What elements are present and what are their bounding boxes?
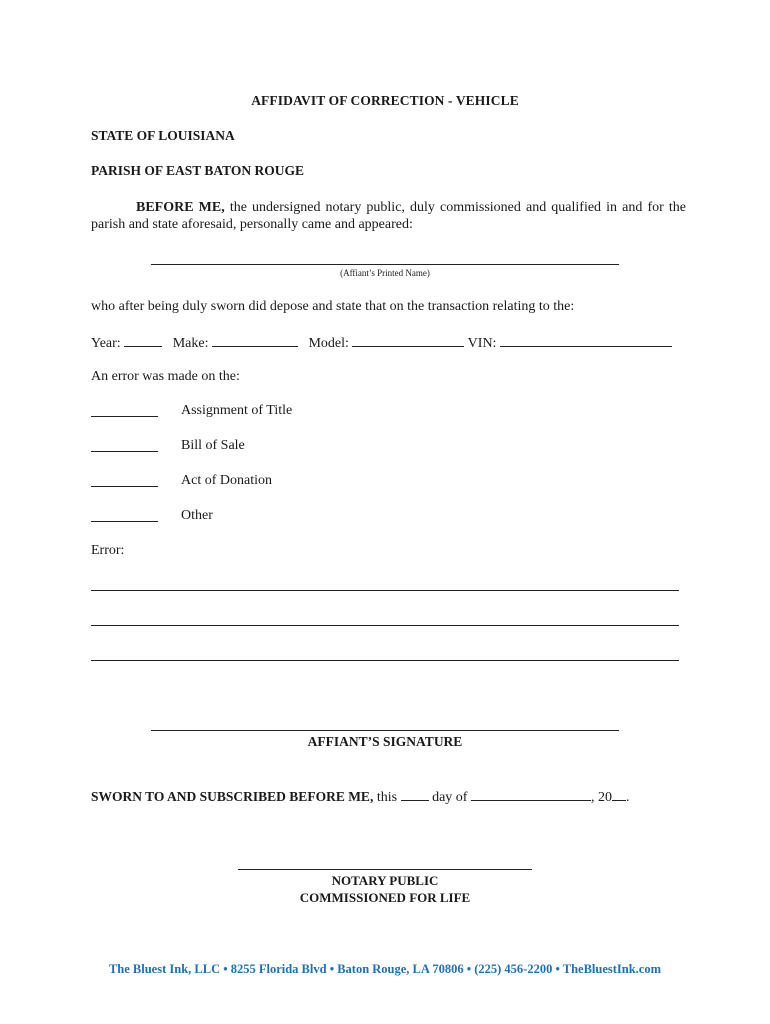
error-line-1[interactable] xyxy=(91,590,679,591)
footer-publisher-info: The Bluest Ink, LLC • 8255 Florida Blvd • Baton Rouge, LA 70806 • (225) 456-2200 • TheBluestInk.com xyxy=(108,962,662,976)
year-label: Year: xyxy=(91,336,121,351)
intro-lead: BEFORE ME, xyxy=(136,200,225,215)
bill-of-sale-blank[interactable] xyxy=(91,437,158,452)
sworn-end: . xyxy=(625,790,630,805)
error-line-3[interactable] xyxy=(91,660,679,661)
sworn-this: this xyxy=(373,790,401,805)
option-other: Other xyxy=(181,508,213,523)
intro-text: the undersigned notary public, duly commissioned and qualified in and for the parish and state aforesaid, personally came and appeared: xyxy=(91,200,686,232)
vin-field[interactable] xyxy=(500,333,672,347)
day-field[interactable] xyxy=(401,787,429,801)
sworn-subscribed-line xyxy=(91,787,629,806)
notary-title: NOTARY PUBLIC xyxy=(331,873,439,888)
year-suffix-field[interactable] xyxy=(612,787,626,801)
option-bill-of-sale: Bill of Sale xyxy=(181,438,245,453)
option-assignment-of-title: Assignment of Title xyxy=(181,403,293,418)
option-act-of-donation: Act of Donation xyxy=(181,473,272,488)
affiant-signature-label: AFFIANT’S SIGNATURE xyxy=(307,734,463,749)
state-line: STATE OF LOUISIANA xyxy=(91,128,235,143)
sworn-lead: SWORN TO AND SUBSCRIBED BEFORE ME, xyxy=(91,789,374,804)
notary-signature-line[interactable] xyxy=(238,869,532,870)
affiant-signature-line[interactable] xyxy=(151,730,619,731)
affiant-name-caption: (Affiant’s Printed Name) xyxy=(340,268,430,278)
affiant-name-line[interactable] xyxy=(151,264,619,265)
act-of-donation-blank[interactable] xyxy=(91,472,158,487)
sworn-day-of: day of xyxy=(428,790,471,805)
model-field[interactable] xyxy=(352,333,464,347)
assignment-of-title-blank[interactable] xyxy=(91,402,158,417)
error-label: Error: xyxy=(91,543,125,558)
model-label: Model: xyxy=(308,336,349,351)
sworn-statement: who after being duly sworn did depose and state that on the transaction relating to the: xyxy=(91,299,575,314)
notary-subtitle: COMMISSIONED FOR LIFE xyxy=(299,890,471,905)
parish-line: PARISH OF EAST BATON ROUGE xyxy=(91,163,305,178)
month-field[interactable] xyxy=(471,787,591,801)
other-blank[interactable] xyxy=(91,507,158,522)
vehicle-fields-row xyxy=(91,333,672,352)
year-field[interactable] xyxy=(124,333,162,347)
document-title: AFFIDAVIT OF CORRECTION - VEHICLE xyxy=(251,93,519,108)
make-field[interactable] xyxy=(212,333,298,347)
intro-paragraph xyxy=(91,199,686,233)
make-label: Make: xyxy=(172,336,209,351)
error-line-2[interactable] xyxy=(91,625,679,626)
error-intro: An error was made on the: xyxy=(91,369,240,384)
sworn-year-prefix: , 20 xyxy=(590,790,612,805)
vin-label: VIN: xyxy=(467,336,497,351)
